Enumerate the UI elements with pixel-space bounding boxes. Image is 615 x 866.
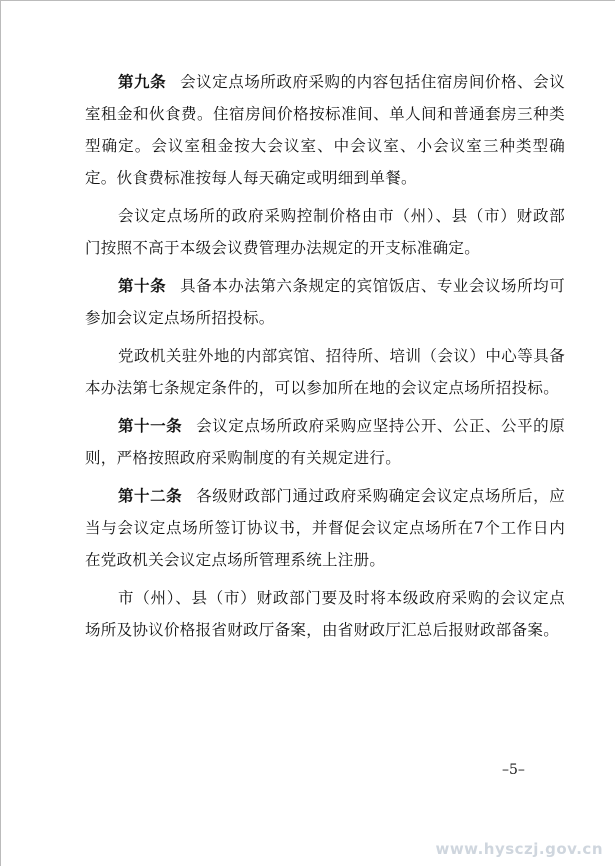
page-border-top (0, 0, 615, 1)
article-number: 第九条 (118, 73, 167, 91)
article-number: 第十二条 (118, 487, 183, 505)
paragraph-text: 会议定点场所政府采购的内容包括住宿房间价格、会议室租金和伙食费。住宿房间价格按标准间、单人间和普通套房三种类型确定。会议室租金按大会议室、中会议室、小会议室三种类型确定。伙食费标准按每人每天确定或明细到单餐。 (85, 73, 565, 187)
paragraph-text: 党政机关驻外地的内部宾馆、招待所、培训（会议）中心等具备本办法第七条规定条件的，可以参加所在地的会议定点场所招投标。 (85, 347, 565, 397)
page-border-left (0, 0, 1, 866)
paragraph-article-10 (85, 270, 565, 334)
paragraph-article-9 (85, 66, 565, 194)
paragraph-text: 具备本办法第六条规定的宾馆饭店、专业会议场所均可参加会议定点场所招投标。 (85, 277, 565, 327)
site-watermark: www.hysczj.gov.cn (435, 840, 603, 858)
paragraph-internal-hotels (85, 340, 565, 404)
paragraph-filing (85, 582, 565, 646)
paragraph-article-12 (85, 480, 565, 576)
page-number: –5– (502, 762, 525, 778)
document-body (85, 66, 565, 652)
paragraph-control-price (85, 200, 565, 264)
paragraph-text: 各级财政部门通过政府采购确定会议定点场所后，应当与会议定点场所签订协议书，并督促会议定点场所在7个工作日内在党政机关会议定点场所管理系统上注册。 (85, 487, 565, 569)
article-number: 第十一条 (118, 417, 183, 435)
paragraph-article-11 (85, 410, 565, 474)
paragraph-text: 会议定点场所政府采购应坚持公开、公正、公平的原则，严格按照政府采购制度的有关规定进行。 (85, 417, 565, 467)
article-number: 第十条 (118, 277, 167, 295)
paragraph-text: 会议定点场所的政府采购控制价格由市（州）、县（市）财政部门按照不高于本级会议费管理办法规定的开支标准确定。 (85, 207, 565, 257)
paragraph-text: 市（州）、县（市）财政部门要及时将本级政府采购的会议定点场所及协议价格报省财政厅备案，由省财政厅汇总后报财政部备案。 (85, 589, 565, 639)
